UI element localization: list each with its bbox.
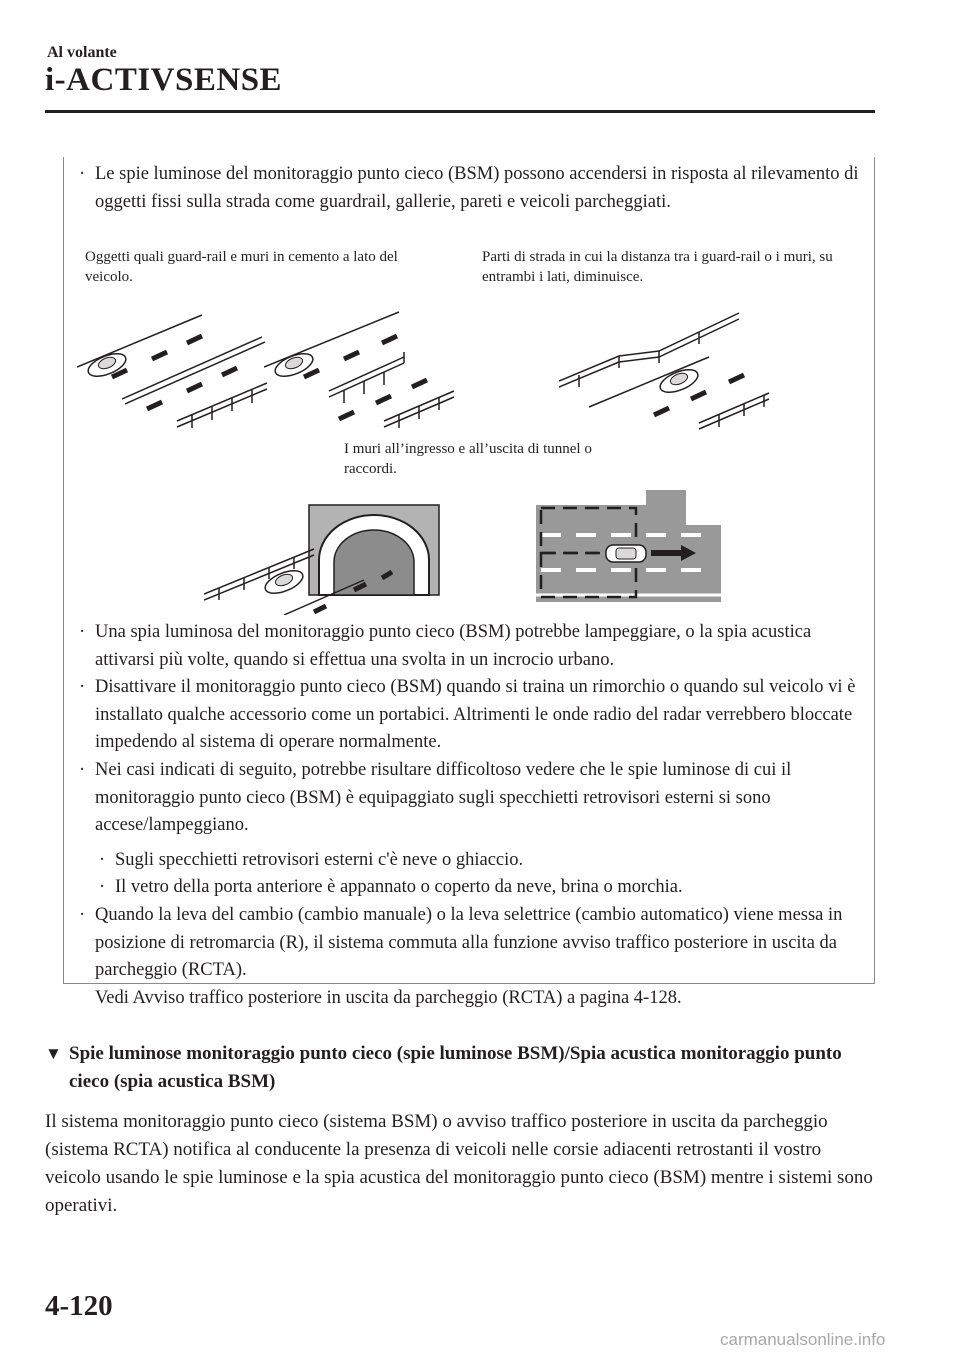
note-bullet-text: Una spia luminosa del monitoraggio punto cieco (BSM) potrebbe lampeggiare, o la spia acustica attivarsi più volte, quando si effettua una svolta in un incrocio urbano. [95, 622, 812, 670]
note-bullet-text: Quando la leva del cambio (cambio manuale) o la leva selettrice (cambio automatico) viene messa in posizione di retromarcia (R), il sistema commuta alla funzione avviso traffico posteriore in uscita da parcheggio (RCTA). [95, 905, 843, 980]
note-sub-bullet-1 [99, 847, 859, 875]
illustration-caption-1: Oggetti quali guard-rail e muri in cemento a lato del veicolo. [85, 249, 398, 285]
narrowing-road-illustration [559, 307, 779, 432]
bullet-dot: · [79, 164, 86, 184]
note-bullet-1 [79, 161, 859, 216]
watermark: carmanualsonline.info [720, 1330, 886, 1349]
page-title: i-ACTIVSENSE [45, 62, 283, 98]
triangle-marker-icon: ▼ [45, 1044, 62, 1063]
note-bullet-3 [79, 674, 859, 757]
page-reference-link[interactable]: Vedi Avviso traffico posteriore in uscita da parcheggio (RCTA) a pagina 4-128. [95, 987, 682, 1008]
illustration-caption-2: Parti di strada in cui la distanza tra i guard-rail o i muri, su entrambi i lati, diminuisce. [482, 249, 833, 285]
body-paragraph: Il sistema monitoraggio punto cieco (sistema BSM) o avviso traffico posteriore in uscita da parcheggio (sistema RCTA) notifica al conducente la presenza di veicoli nelle corsie adiacenti retrostanti il vostro veicolo usando le spie luminose e la spia acustica del monitoraggio punto cieco (BSM) mentre i sistemi sono operativi. [45, 1111, 873, 1216]
bullet-dot: · [99, 877, 106, 897]
bullet-dot: · [79, 622, 86, 642]
subsection-heading [45, 1040, 845, 1096]
note-bullet-text: Disattivare il monitoraggio punto cieco (BSM) quando si traina un rimorchio o quando sul veicolo vi è installato qualche accessorio come un portabici. Altrimenti le onde radio del radar verrebbero bloccate impedendo al sistema di operare normalmente. [95, 677, 856, 752]
bullet-dot: · [79, 677, 86, 697]
note-bullet-4 [79, 757, 859, 840]
section-label: Al volante [47, 44, 117, 61]
page-number: 4-120 [45, 1290, 113, 1322]
road-wall-illustration [77, 307, 267, 432]
bullet-dot: · [79, 760, 86, 780]
title-rule [45, 110, 875, 113]
subsection-heading-text: Spie luminose monitoraggio punto cieco (spie luminose BSM)/Spia acustica monitoraggio punto cieco (spia acustica BSM) [69, 1043, 842, 1092]
intersection-illustration [536, 490, 726, 602]
note-bullet-2 [79, 619, 859, 674]
road-guardrail-illustration [264, 307, 454, 432]
illustration-caption-3: I muri all’ingresso e all’uscita di tunnel o raccordi. [344, 441, 592, 477]
note-bullet-text: Nei casi indicati di seguito, potrebbe risultare difficoltoso vedere che le spie luminose di cui il monitoraggio punto cieco (BSM) è equipaggiato sugli specchietti retrovisori esterni si sono accese/lampeggiano. [95, 760, 792, 835]
bullet-dot: · [79, 905, 86, 925]
note-sub-bullet-text: Sugli specchietti retrovisori esterni c'è neve o ghiaccio. [115, 850, 524, 870]
note-box [63, 157, 875, 1008]
note-sub-bullet-2 [99, 874, 859, 902]
note-bullet-text: Le spie luminose del monitoraggio punto cieco (BSM) possono accendersi in risposta al rilevamento di oggetti fissi sulla strada come guardrail, gallerie, pareti e veicoli parcheggiati. [95, 164, 859, 212]
note-sub-bullet-text: Il vetro della porta anteriore è appannato o coperto da neve, brina o morchia. [115, 877, 683, 897]
tunnel-illustration [204, 500, 444, 615]
bullet-dot: · [99, 850, 106, 870]
note-bullet-5 [79, 902, 859, 1012]
